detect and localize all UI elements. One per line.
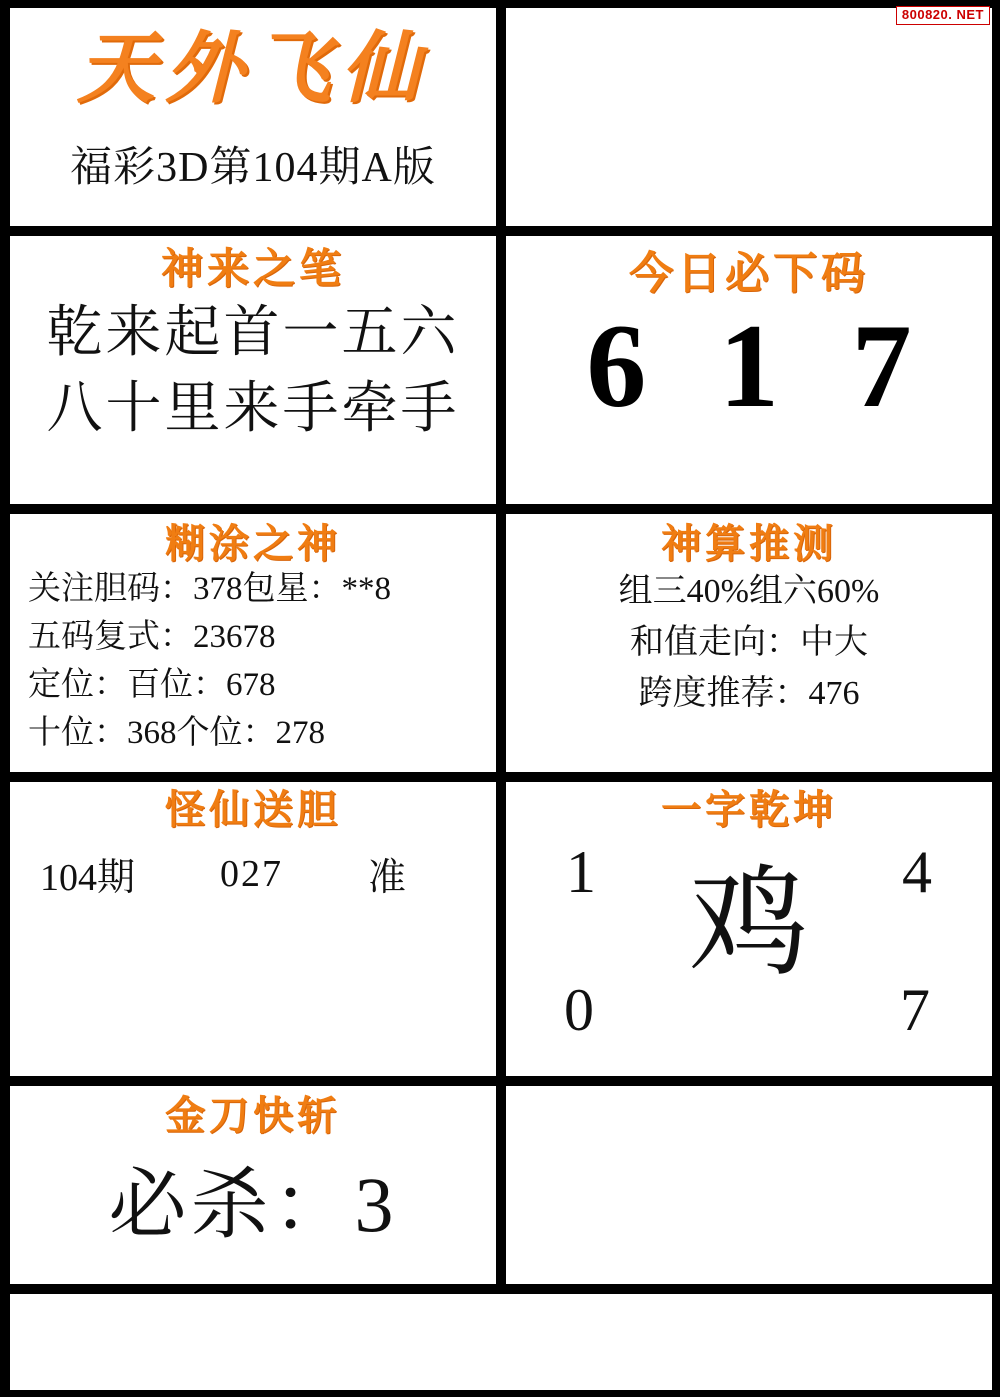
must-bet-numbers <box>506 299 992 433</box>
logo-cell <box>10 8 496 226</box>
guaixian-cell <box>10 782 496 1076</box>
hutu-line-3: 定位：百位：678 <box>28 666 276 703</box>
watermark-badge: 800820. NET <box>896 6 990 25</box>
jindao-kill-number: 必杀：3 <box>108 1161 398 1248</box>
guaixian-period: 104期 <box>40 857 136 899</box>
hutu-line-1: 关注胆码：378包星：**8 <box>28 571 391 607</box>
hutu-line-4: 十位：368个位：278 <box>28 714 325 751</box>
must-bet-number-3: 7 <box>851 299 912 433</box>
yizi-box <box>506 832 992 1050</box>
hutu-title: 糊涂之神 <box>165 521 341 567</box>
yizi-top-left-number: 1 <box>566 839 596 905</box>
forecast-line-2: 和值走向：中大 <box>630 624 868 661</box>
must-bet-number-2: 1 <box>718 299 779 433</box>
issue-subtitle: 福彩3D第104期A版 <box>70 145 436 191</box>
forecast-line-1: 组三40%组六60% <box>618 573 880 610</box>
poem-title: 神来之笔 <box>160 244 345 293</box>
yizi-cell <box>506 782 992 1076</box>
yizi-top-right-number: 4 <box>902 839 932 905</box>
guaixian-row <box>10 846 496 901</box>
yizi-title: 一字乾坤 <box>661 787 837 833</box>
forecast-title: 神算推测 <box>661 521 837 567</box>
guaixian-mark: 准 <box>367 857 406 899</box>
poem-line-1: 乾来起首一五六 <box>46 302 460 365</box>
footer-blank-cell <box>10 1294 992 1390</box>
guaixian-code: 027 <box>220 852 283 895</box>
forecast-line-3: 跨度推荐：476 <box>638 675 860 712</box>
poem-line-2: 八十里来手牵手 <box>46 378 460 441</box>
jindao-cell <box>10 1086 496 1284</box>
blank-cell-top-right <box>506 8 992 226</box>
yizi-character: 鸡 <box>689 857 809 990</box>
must-bet-title: 今日必下码 <box>629 248 869 299</box>
hutu-line-2: 五码复式：23678 <box>28 618 276 655</box>
forecast-cell <box>506 514 992 772</box>
must-bet-number-1: 6 <box>586 299 647 433</box>
hutu-cell <box>10 514 496 772</box>
must-bet-cell <box>506 236 992 504</box>
jindao-title: 金刀快斩 <box>165 1093 341 1139</box>
brand-title: 天外飞仙 <box>76 24 429 114</box>
guaixian-title: 怪仙送胆 <box>165 787 341 833</box>
yizi-bottom-left-number: 0 <box>564 977 594 1043</box>
blank-cell-bottom-right <box>506 1086 992 1284</box>
yizi-bottom-right-number: 7 <box>900 977 930 1043</box>
poem-cell <box>10 236 496 504</box>
